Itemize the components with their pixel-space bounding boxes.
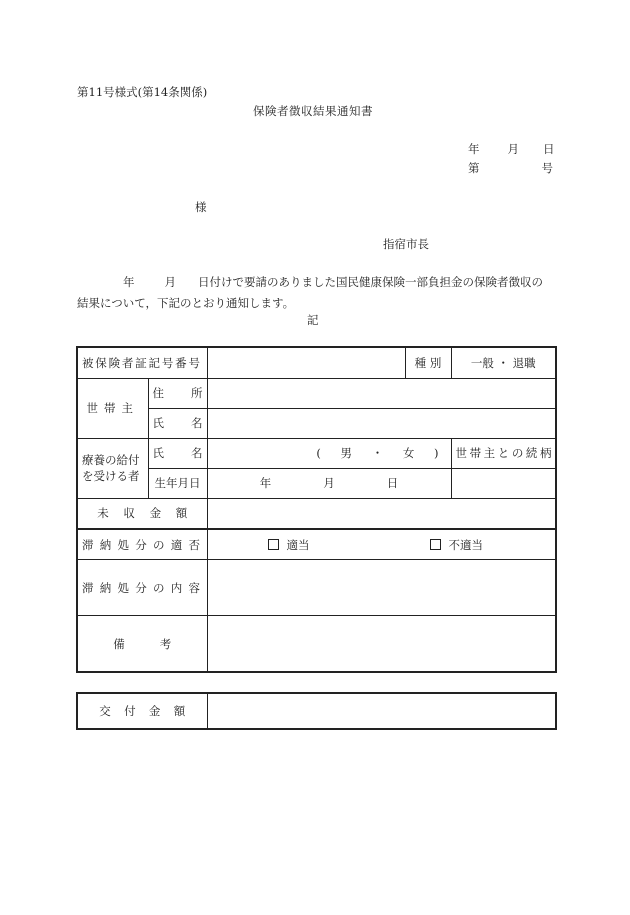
delivery-amount-field[interactable] (207, 693, 556, 729)
document-number (468, 160, 553, 176)
form-number: 第11号様式(第14条関係) (77, 85, 208, 99)
remarks-label: 備考 (77, 616, 207, 673)
uncollected-field[interactable] (207, 498, 556, 529)
insured-number-field[interactable] (207, 347, 405, 378)
birth-date-field[interactable]: 年 月 日 (207, 468, 451, 498)
issue-date (468, 141, 555, 157)
insured-number-label: 被保険者証記号番号 (77, 347, 207, 378)
type-value[interactable]: 一般 ・ 退職 (451, 347, 556, 378)
document-title: 保険者徴収結果通知書 (253, 104, 373, 118)
issuer: 指宿市長 (383, 237, 429, 251)
householder-address-field[interactable] (207, 378, 556, 408)
date-month-label: 月 (507, 142, 519, 156)
addressee-suffix: 様 (195, 200, 207, 214)
householder-name-field[interactable] (207, 408, 556, 438)
date-year-label: 年 (468, 142, 480, 156)
body-text-1: 日付けで要請のありました国民健康保険一部負担金の保険者徴収の (198, 275, 543, 289)
number-prefix: 第 (468, 161, 480, 175)
body-year: 年 (123, 275, 135, 289)
enforcement-content-label: 滞納処分の内容 (77, 560, 207, 616)
appropriate-label: 適当 (286, 537, 310, 552)
householder-label: 世帯主 (77, 378, 148, 438)
date-day-label: 日 (543, 142, 555, 156)
recipient-label: 療養の給付 を受ける者 (77, 438, 148, 498)
checkbox-appropriate[interactable] (268, 539, 279, 550)
ki-heading: 記 (307, 313, 319, 327)
recipient-name-label: 氏名 (148, 438, 207, 468)
enforcement-label: 滞納処分の適否 (77, 529, 207, 560)
householder-address-label: 住所 (148, 378, 207, 408)
delivery-table (76, 692, 557, 730)
householder-name-label: 氏名 (148, 408, 207, 438)
body-month: 月 (164, 275, 176, 289)
recipient-sex[interactable]: ( 男 ・ 女 ) (207, 438, 451, 468)
enforcement-options (207, 529, 556, 560)
relation-label: 世帯主との続柄 (451, 438, 556, 468)
type-label: 種 別 (405, 347, 451, 378)
inappropriate-label: 不適当 (448, 537, 483, 552)
birth-label: 生年月日 (148, 468, 207, 498)
notice-body (77, 272, 555, 314)
remarks-field[interactable] (207, 616, 556, 673)
delivery-amount-label: 交付金額 (77, 693, 207, 729)
body-text-2: 結果について，下記のとおり通知します。 (77, 296, 295, 310)
main-form-table (76, 346, 557, 673)
relation-field[interactable] (451, 468, 556, 498)
number-suffix: 号 (541, 161, 553, 175)
enforcement-content-field[interactable] (207, 560, 556, 616)
uncollected-label: 未収金額 (77, 498, 207, 529)
checkbox-inappropriate[interactable] (430, 539, 441, 550)
